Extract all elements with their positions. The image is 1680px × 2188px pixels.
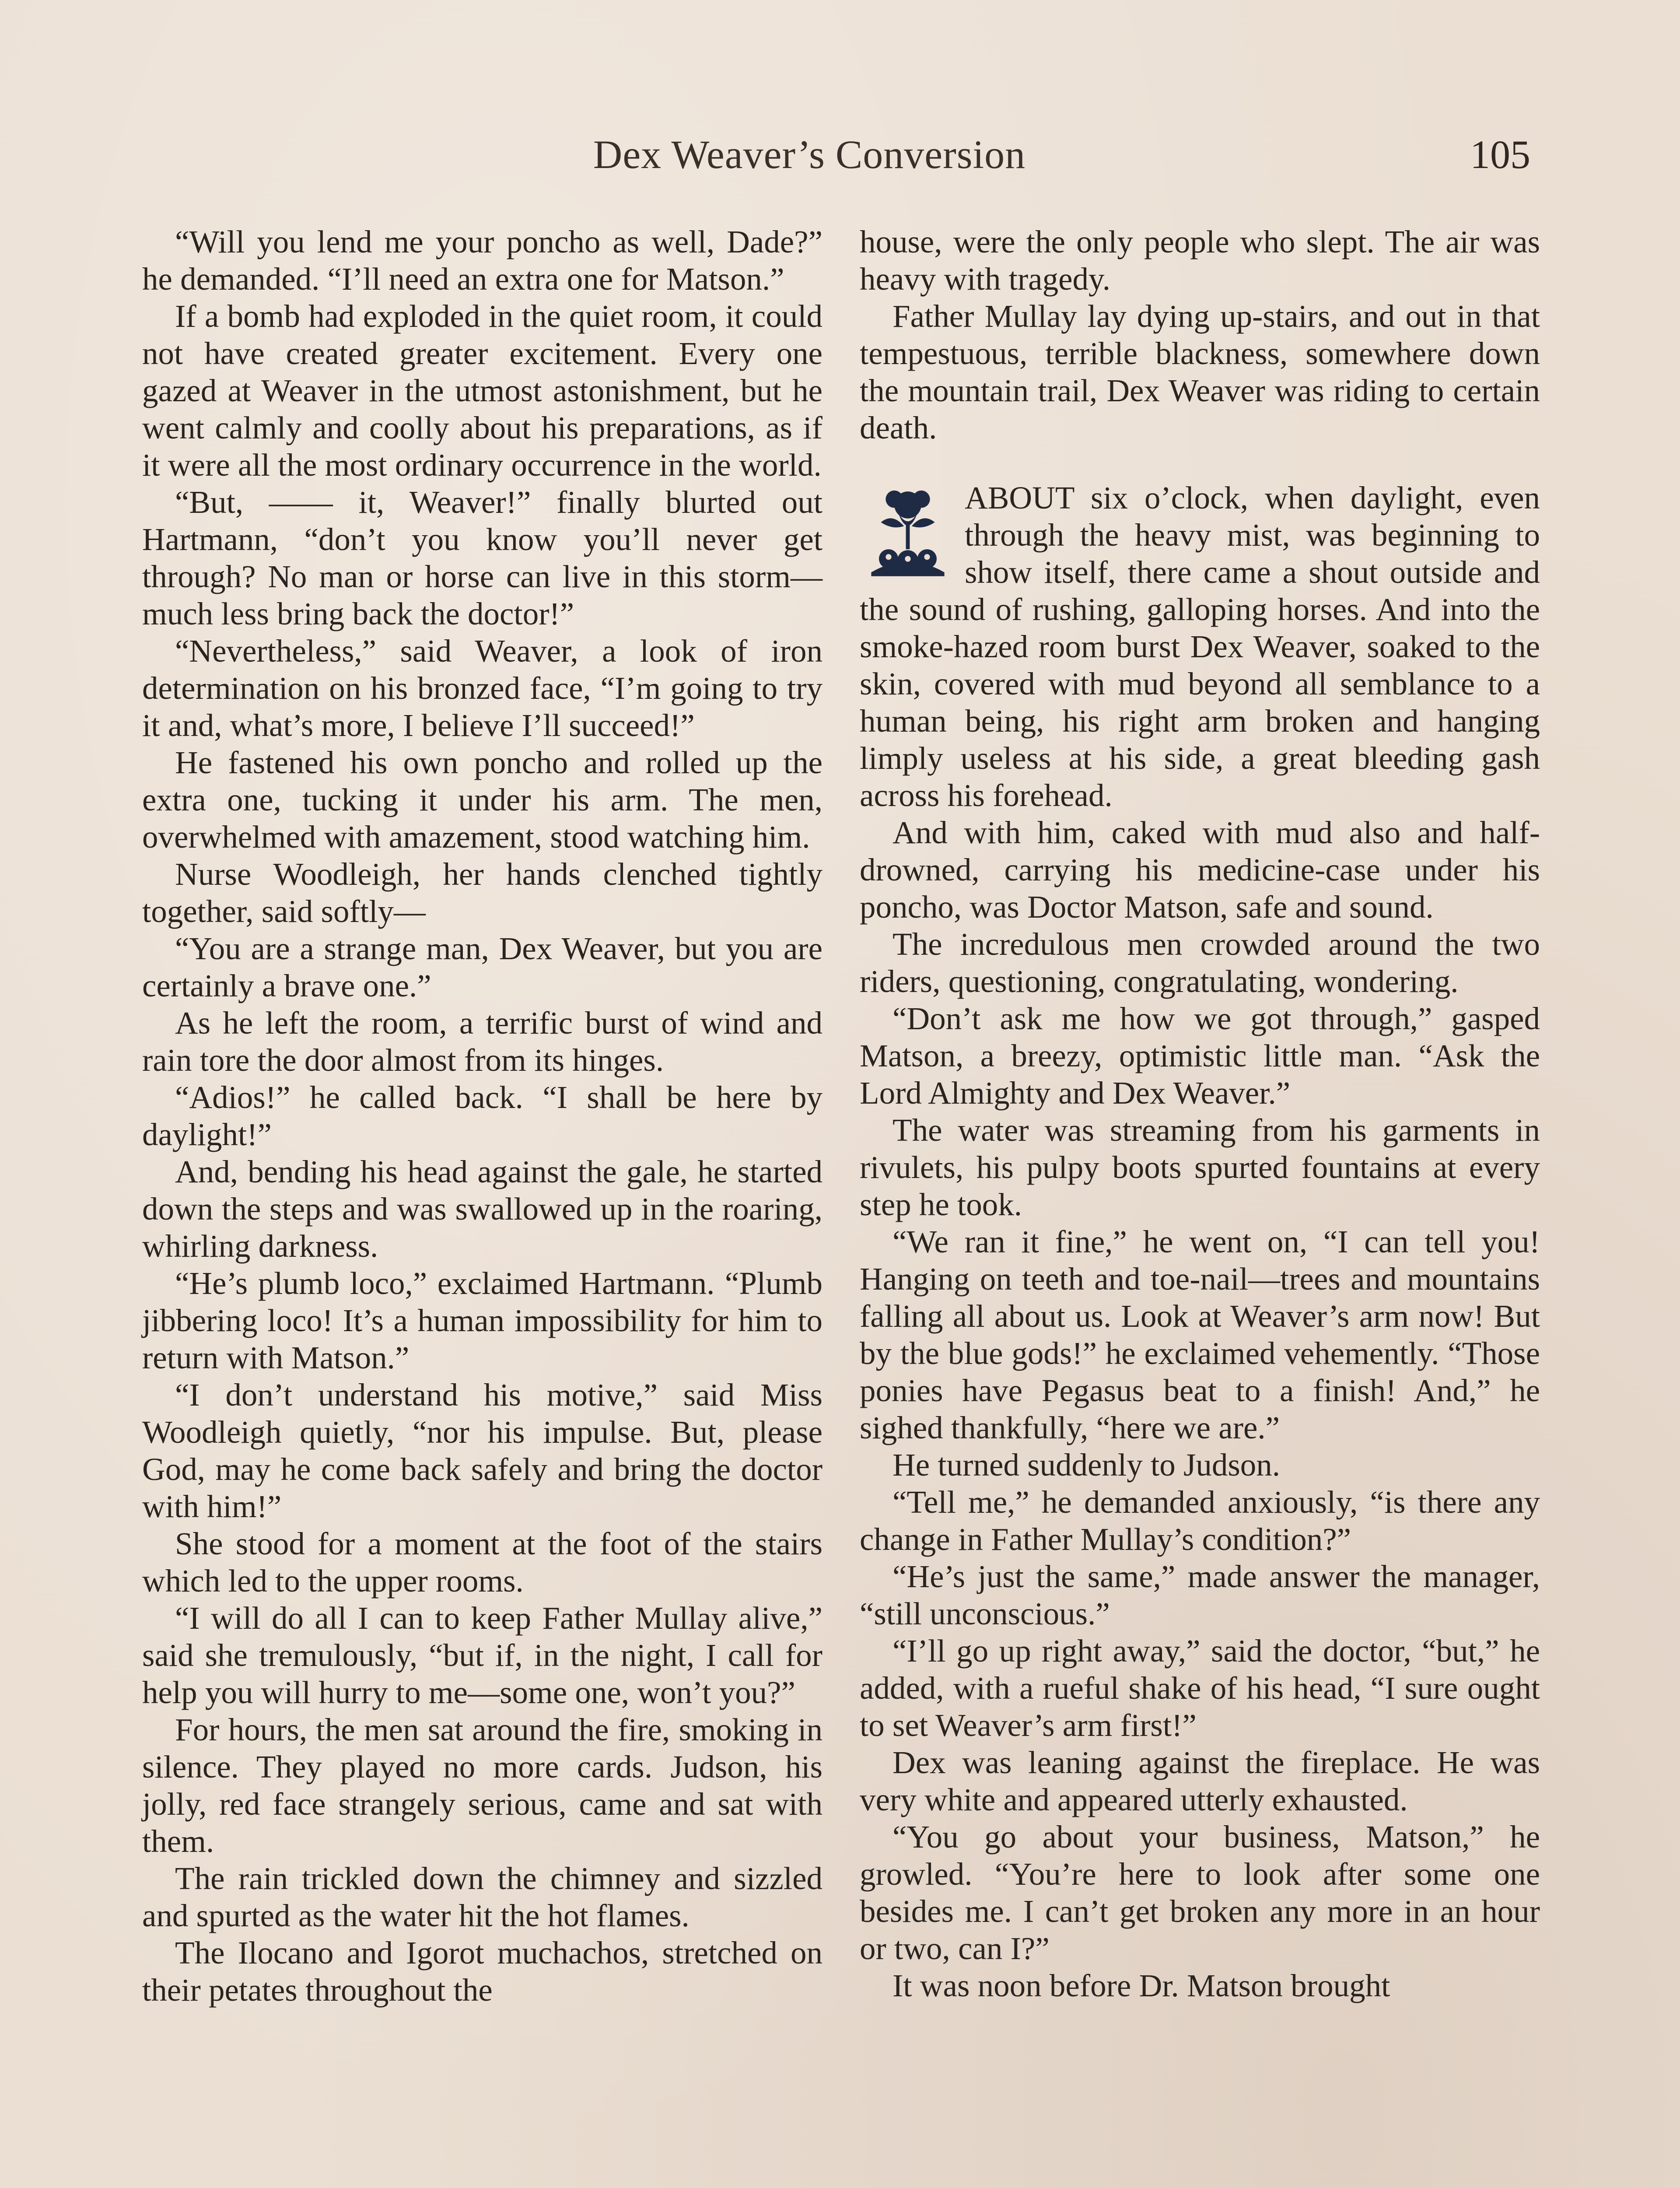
- paragraph: “But, —— it, Weaver!” finally blurted out Hartmann, “don’t you know you’ll never get through? No man or horse can live in this storm—much less bring back the doctor!”: [142, 484, 822, 631]
- paragraph: “I’ll go up right away,” said the doctor, “but,” he added, with a rueful shake of his head, “I sure ought to set Weaver’s arm first!”: [860, 1633, 1540, 1743]
- page-number: 105: [1470, 132, 1530, 177]
- paragraph: He fastened his own poncho and rolled up the extra one, tucking it under his arm. The men, overwhelmed with amazement, stood watching him.: [142, 745, 822, 855]
- paragraph: As he left the room, a terrific burst of wind and rain tore the door almost from its hinges.: [142, 1005, 822, 1078]
- paragraph-text: ABOUT six o’clock, when daylight, even through the heavy mist, was beginning to show itself, there came a shout outside and the sound of rushing, galloping horses. And into the smoke-hazed room burst Dex Weaver, soaked to the skin, covered with mud beyond all semblance to a human being, his right arm broken and hanging limply useless at his side, a great bleeding gash across his forehead.: [860, 480, 1540, 813]
- paragraph: “You are a strange man, Dex Weaver, but you are certainly a brave one.”: [142, 931, 822, 1003]
- paragraph: “Will you lend me your poncho as well, Dade?” he demanded. “I’ll need an extra one for Matson.”: [142, 224, 822, 297]
- paragraph: “Don’t ask me how we got through,” gasped Matson, a breezy, optimistic little man. “Ask the Lord Almighty and Dex Weaver.”: [860, 1001, 1540, 1111]
- paragraph: For hours, the men sat around the fire, smoking in silence. They played no more cards. Judson, his jolly, red face strangely serious, came and sat with them.: [142, 1712, 822, 1859]
- right-column: [860, 223, 1540, 2004]
- paragraph: [860, 479, 1540, 814]
- paragraph: If a bomb had exploded in the quiet room, it could not have created greater excitement. Every one gazed at Weaver in the utmost astonishment, but he went calmly and coolly about his preparations, as if it were all the most ordinary occurrence in the world.: [142, 298, 822, 483]
- running-head-title: Dex Weaver’s Conversion: [593, 132, 1026, 177]
- paragraph: “We ran it fine,” he went on, “I can tell you! Hanging on teeth and toe-nail—trees and mountains falling all about us. Look at Weaver’s arm now! But by the blue gods!” he exclaimed vehemently. “Those ponies have Pegasus beat to a finish! And,” he sighed thankfully, “here we are.”: [860, 1224, 1540, 1445]
- paragraph: The water was streaming from his garments in rivulets, his pulpy boots spurted fountains at every step he took.: [860, 1112, 1540, 1222]
- paragraph: The Ilocano and Igorot muchachos, stretched on their petates throughout the: [142, 1935, 822, 2008]
- paragraph: He turned suddenly to Judson.: [892, 1447, 1281, 1483]
- section-break: [860, 446, 1540, 479]
- paragraph: And with him, caked with mud also and half-drowned, carrying his medicine-case under his poncho, was Doctor Matson, safe and sound.: [860, 815, 1540, 925]
- paragraph: The rain trickled down the chimney and sizzled and spurted as the water hit the hot flames.: [142, 1861, 822, 1933]
- paragraph: “I will do all I can to keep Father Mullay alive,” said she tremulously, “but if, in the night, I call for help you will hurry to me—some one, won’t you?”: [142, 1600, 822, 1710]
- paragraph: “He’s plumb loco,” exclaimed Hartmann. “Plumb jibbering loco! It’s a human impossibility for him to return with Matson.”: [142, 1266, 822, 1375]
- paragraph: “He’s just the same,” made answer the manager, “still unconscious.”: [860, 1559, 1540, 1631]
- paragraph: “Tell me,” he demanded anxiously, “is there any change in Father Mullay’s condition?”: [860, 1484, 1540, 1557]
- paragraph: The incredulous men crowded around the two riders, questioning, congratulating, wondering.: [860, 926, 1540, 999]
- paragraph: Father Mullay lay dying up-stairs, and out in that tempestuous, terrible blackness, somewhere down the mountain trail, Dex Weaver was riding to certain death.: [860, 298, 1540, 445]
- left-column: [142, 223, 822, 2009]
- paragraph: Dex was leaning against the fireplace. He was very white and appeared utterly exhausted.: [860, 1745, 1540, 1817]
- floral-ornament-icon: [860, 483, 956, 581]
- paragraph: Nurse Woodleigh, her hands clenched tightly together, said softly—: [142, 856, 822, 929]
- paragraph: And, bending his head against the gale, he started down the steps and was swallowed up in the roaring, whirling darkness.: [142, 1154, 822, 1264]
- paragraph: “Nevertheless,” said Weaver, a look of iron determination on his bronzed face, “I’m going to try it and, what’s more, I believe I’ll succeed!”: [142, 633, 822, 743]
- paragraph: She stood for a moment at the foot of the stairs which led to the upper rooms.: [142, 1526, 822, 1599]
- paragraph: “You go about your business, Matson,” he growled. “You’re here to look after some one besides me. I can’t get broken any more in an hour or two, can I?”: [860, 1819, 1540, 1966]
- paragraph: It was noon before Dr. Matson brought: [892, 1968, 1390, 2003]
- paragraph: “I don’t understand his motive,” said Miss Woodleigh quietly, “nor his impulse. But, please God, may he come back safely and bring the doctor with him!”: [142, 1377, 822, 1524]
- paragraph: “Adios!” he called back. “I shall be here by daylight!”: [142, 1080, 822, 1152]
- paragraph: house, were the only people who slept. The air was heavy with tragedy.: [860, 224, 1540, 297]
